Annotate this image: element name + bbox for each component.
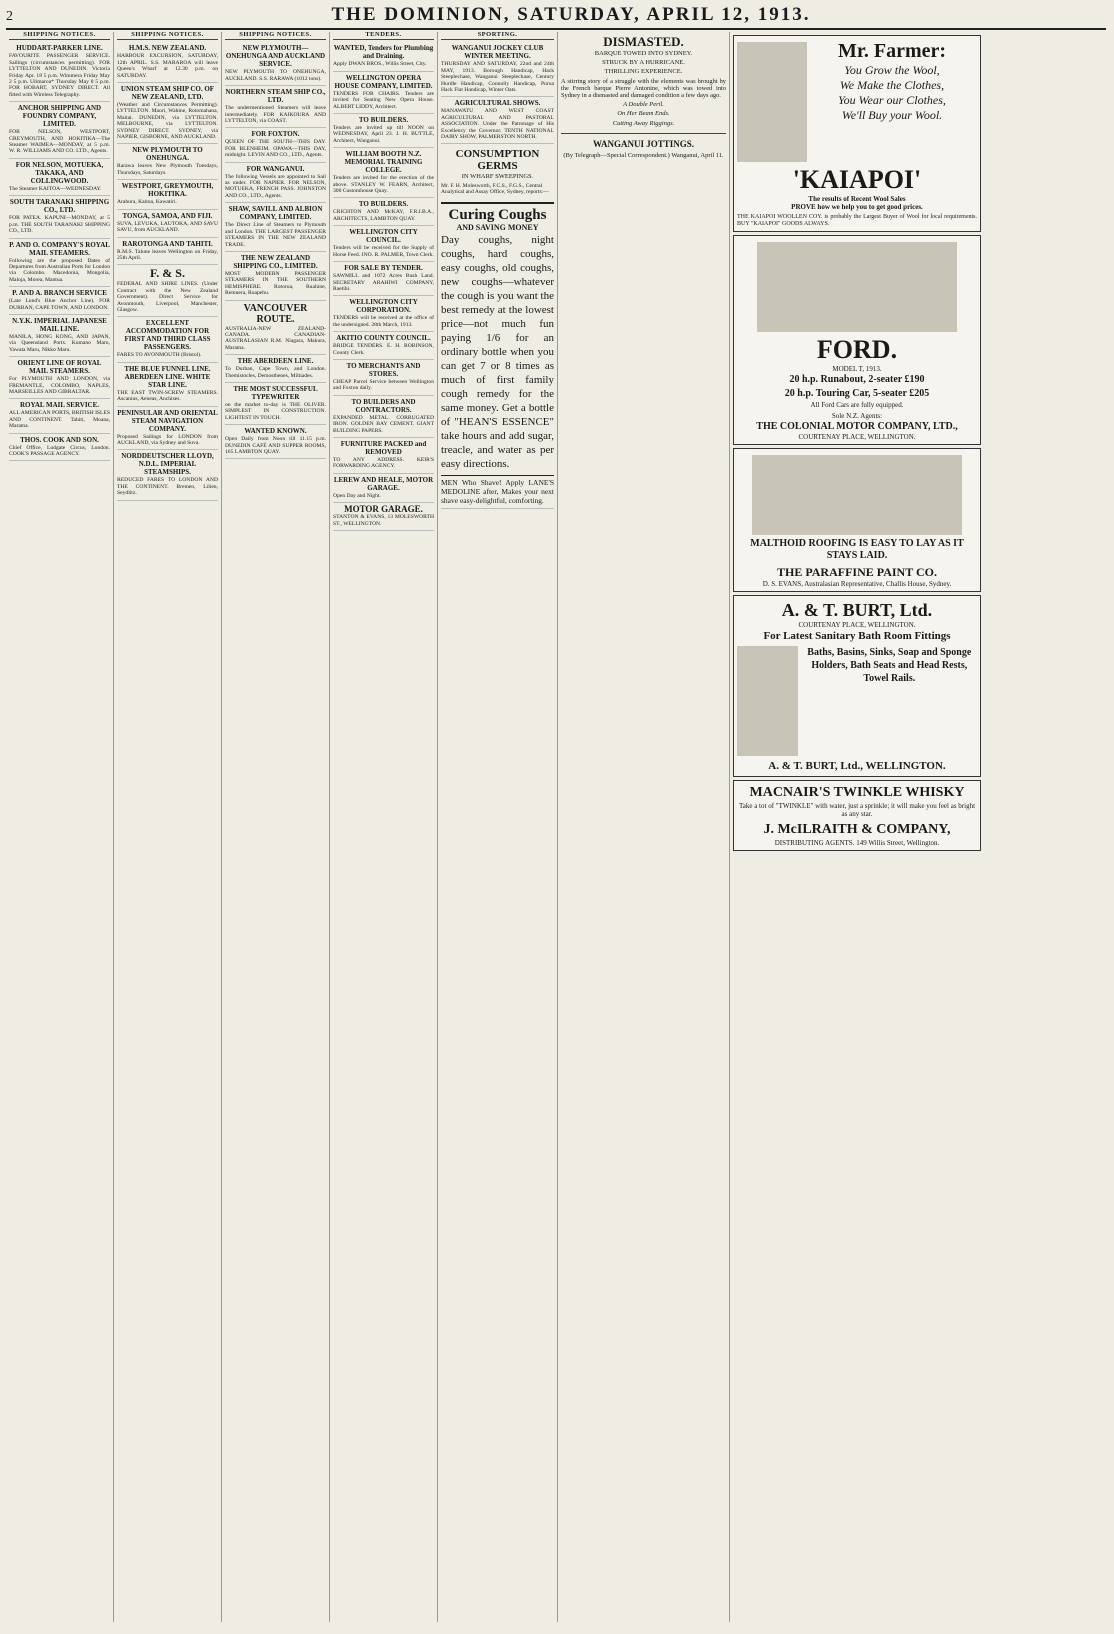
notice <box>117 450 218 500</box>
notice-title: NEW PLYMOUTH—ONEHUNGA AND AUCKLAND SERVICE. <box>225 44 326 69</box>
ad-subhead: AND SAVING MONEY <box>456 222 539 232</box>
notice-title: THE BLUE FUNNEL LINE. ABERDEEN LINE. WHITE STAR LINE. <box>124 364 211 389</box>
notice <box>333 226 434 262</box>
notice-title: FOR FOXTON. <box>251 130 300 139</box>
ad-foot: THE KAIAPOI WOOLLEN COY. is probably the Largest Buyer of Wool for local requirements. BUY "KAIAPOI" GOODS ALWAYS. <box>737 214 977 227</box>
ad-headline: Curing Coughs <box>448 206 547 223</box>
article-deck: THRILLING EXPERIENCE. <box>604 68 683 76</box>
notice <box>9 315 110 357</box>
burt-body <box>737 646 977 756</box>
notice-body: Arahura, Kaitoa, Kawatiri. <box>117 199 177 206</box>
notice <box>333 72 434 114</box>
notice-body: THURSDAY AND SATURDAY, 22nd and 24th MAY, 1913. Borough Handicap, Hack Steeplechase, Wanganui Steeplechase, Century Hurdle Handicap, Connolly Handicap, Purua Hack Flat Handicap, Winter Oats. <box>441 61 554 94</box>
notice-body: SUVA, LEVUKA, LAUTOKA, AND SAVU SAVU, from AUCKLAND. <box>117 220 218 234</box>
notice-body: TENDERS FOR CHAIRS. Tenders are invited for Seating New Opera House. ALBERT LIDDY, Architect. <box>333 90 434 110</box>
ad-body: MEN Who Shave! Apply LANE'S MEDOLINE after, Makes your next shave easy-delightful, comforting. <box>441 478 554 506</box>
ad-agents: D. S. EVANS, Australasian Representative, Challis House, Sydney. <box>762 580 952 588</box>
ad-line: We Make the Clothes, <box>839 78 945 92</box>
notice-body: The following Vessels are appointed to Sail as under. FOR NAPIER. FOR NELSON, MOTUEKA, FRENCH PASS. JOHNSTON AND CO., LTD., Agents. <box>225 173 326 199</box>
farmer-illustration <box>737 42 807 162</box>
notice-body: Tenders will be received for the Supply of Horse Feed. JNO. R. PALMER, Town Clerk. <box>333 245 434 258</box>
notice-title: THOS. COOK AND SON. <box>20 435 99 444</box>
ad-tag: PROVE how we help you to get good prices. <box>791 203 923 211</box>
notice-title: TO BUILDERS. <box>358 200 409 209</box>
notice-body: Open Day and Night. <box>333 492 381 499</box>
notice <box>117 238 218 266</box>
notice-title: ANCHOR SHIPPING AND FOUNDRY COMPANY, LIMITED. <box>17 104 102 129</box>
notice <box>441 97 554 144</box>
notice-title: NORTHERN STEAM SHIP CO., LTD. <box>225 88 326 105</box>
article-byline: Mr. F. H. Molesworth, F.C.S., F.G.S., Central Analytical and Assay Office, Sydney, reports:— <box>441 182 549 196</box>
notice <box>333 262 434 296</box>
brand: FORD. <box>816 335 898 364</box>
price-line: 20 h.p. Touring Car, 5-seater £205 <box>784 388 930 399</box>
notice-body: (Late Lund's Blue Anchor Line). FOR DURBAN, CAPE TOWN, AND LONDON. <box>9 298 110 311</box>
notice-body: STANTON & EVANS, 13 MOLESWORTH ST., WELLINGTON. <box>333 514 434 527</box>
notice-title: F. & S. <box>150 266 185 281</box>
notice <box>225 203 326 252</box>
column-ads <box>730 32 984 1622</box>
column-heading: SPORTING. <box>441 32 554 40</box>
notice-title: MOTOR GARAGE. <box>344 504 423 515</box>
ad-items: Baths, Basins, Sinks, Soap and Sponge Holders, Bath Seats and Head Rests, Towel Rails. <box>807 647 972 684</box>
ad-tag: Take a tot of "TWINKLE" with water, just a sprinkle; it will make you feel as bright as any star. <box>738 802 976 818</box>
shave-ad <box>441 475 554 509</box>
notice <box>333 396 434 438</box>
consumption-article <box>441 148 554 195</box>
notice-body: FOR NELSON, WESTPORT, GREYMOUTH, AND HOKITIKA—The Steamer WAIMEA—MONDAY, at 5 p.m. W. R. WILLIAMS AND CO. LTD., Agents. <box>9 129 110 155</box>
notice-body: Apply DWAN BROS., Willis Street, City. <box>333 61 427 68</box>
notice-title: TO BUILDERS. <box>358 116 409 125</box>
address: COURTENAY PLACE, WELLINGTON. <box>798 621 916 629</box>
notice-body: MANAWATU AND WEST COAST AGRICULTURAL AND PASTORAL ASSOCIATION. Under the Patronage of His Excellency the Governor. TENTH NATIONAL DAIRY SHOW, PALMERSTON NORTH. <box>441 108 554 141</box>
column-heading: SHIPPING NOTICES. <box>9 32 110 40</box>
notice-title: WESTPORT, GREYMOUTH, HOKITIKA. <box>121 182 214 199</box>
notice <box>9 239 110 288</box>
ad-headline: MALTHOID ROOFING IS EASY TO LAY AS IT STAYS LAID. <box>750 538 964 561</box>
article-byline: (By Telegraph—Special Correspondent.) Wanganui, April 11. <box>563 151 724 159</box>
article-headline: CONSUMPTION GERMS <box>455 148 540 173</box>
column-heading: SHIPPING NOTICES. <box>225 32 326 40</box>
address: COURTENAY PLACE, WELLINGTON. <box>798 433 916 441</box>
notice-body: on the market to-day is THE OLIVER. SIMPLEST IN CONSTRUCTION. LIGHTEST IN TOUCH. <box>225 401 326 421</box>
notice-title: VANCOUVER ROUTE. <box>243 302 308 325</box>
column-tenders <box>330 32 438 1622</box>
notice <box>9 434 110 462</box>
column-news <box>558 32 730 1622</box>
notice <box>441 42 554 97</box>
notice-body: BRIDGE TENDERS. E. H. ROBINSON, County Clerk. <box>333 343 434 356</box>
notice-title: UNION STEAM SHIP CO. OF NEW ZEALAND, LTD. <box>120 85 215 102</box>
newspaper-page <box>6 4 1106 1622</box>
notice <box>225 355 326 383</box>
article-subhead: Cutting Away Riggings. <box>612 119 675 127</box>
notice-body: FARES TO AVONMOUTH (Bristol). <box>117 352 202 359</box>
ad-headline: MACNAIR'S TWINKLE WHISKY <box>749 785 965 800</box>
malthoid-ad <box>733 448 981 592</box>
notice-body: HARBOUR EXCURSION, SATURDAY, 12th APRIL. S.S. MARAROA will leave Queen's Wharf at 12.30 p.m. on SATURDAY. <box>117 53 218 79</box>
notice-body: CHEAP Parcel Service between Wellington and Foxton daily. <box>333 378 434 392</box>
notice <box>225 42 326 86</box>
notice-title: SHAW, SAVILL AND ALBION COMPANY, LIMITED. <box>228 205 323 222</box>
ad-line: We'll Buy your Wool. <box>841 108 943 122</box>
notice <box>9 102 110 159</box>
ad-tag: The results of Recent Wool Sales <box>808 195 906 203</box>
notice <box>117 144 218 180</box>
notice <box>333 114 434 148</box>
notice-body: R.M.S. Talune leaves Wellington on Friday, 25th April. <box>117 248 218 261</box>
notice-title: N.Y.K. IMPERIAL JAPANESE MAIL LINE. <box>12 316 107 333</box>
address: DISTRIBUTING AGENTS. 149 Willis Street, Wellington. <box>774 839 940 847</box>
notice <box>117 265 218 317</box>
roof-illustration <box>752 455 962 535</box>
burt-ad <box>733 595 981 777</box>
page-header <box>6 4 1106 30</box>
notice-title: WELLINGTON OPERA HOUSE COMPANY, LIMITED. <box>334 73 433 90</box>
column-heading: TENDERS. <box>333 32 434 40</box>
notice-body: Tenders are invited for the erection of the above. STANLEY W. FEARN, Architect, 300 Customhouse Quay. <box>333 175 434 195</box>
notice <box>225 301 326 356</box>
notice-title: ROYAL MAIL SERVICE. <box>19 401 100 410</box>
article-headline: DISMASTED. <box>603 34 684 49</box>
price-line: 20 h.p. Runabout, 2-seater £190 <box>789 374 925 385</box>
notice-body: To Durban, Cape Town, and London. Themistocles, Demosthenes, Miltiades. <box>225 366 326 379</box>
notice-body: REDUCED FARES TO LONDON AND THE CONTINENT. Bremen, Lilien, Seydlitz. <box>117 477 218 497</box>
notice-body: FEDERAL AND SHIRE LINES. (Under Contract with the New Zealand Government). Direct Service for Avonmouth, Liverpool, Manchester, Glasgow. <box>117 281 218 313</box>
article-subhead: On Her Beam Ends. <box>617 110 670 118</box>
notice-title: FOR WANGANUI. <box>246 164 305 173</box>
notice-body: Chief Office, Ludgate Circus, London. COOK'S PASSAGE AGENCY. <box>9 444 110 457</box>
notice <box>9 357 110 399</box>
notice-body: EXPANDED METAL. CORRUGATED IRON. GOLDEN BAY CEMENT. GIANT BUILDING PAPERS. <box>333 414 434 434</box>
notice-body: The Steamer KAITOA—WEDNESDAY. <box>9 185 102 192</box>
ad-line: You Wear our Clothes, <box>838 93 946 107</box>
notice-title: WANGANUI JOCKEY CLUB WINTER MEETING. <box>451 44 544 61</box>
page-number: 2 <box>6 9 13 24</box>
whisky-ad <box>733 780 981 851</box>
curing-coughs-ad <box>441 202 554 471</box>
notice <box>225 383 326 425</box>
notice-body: AUSTRALIA-NEW ZEALAND-CANADA. CANADIAN-AUSTRALASIAN R.M. Niagara, Makura, Marama. <box>225 325 326 351</box>
notice-body: The undermentioned Steamers will leave intermediately. FOR KAIKOURA AND LYTTELTON, via COAST. <box>225 105 326 125</box>
company: THE COLONIAL MOTOR COMPANY, LTD., <box>756 421 958 432</box>
article-deck: STRUCK BY A HURRICANE. <box>602 59 685 67</box>
notice <box>333 360 434 396</box>
notice-body: For PLYMOUTH AND LONDON, via FREMANTLE, COLOMBO, NAPLES, MARSEILLES AND GIBRALTAR. <box>9 376 110 395</box>
notice <box>9 196 110 238</box>
article-subhead: A Double Peril. <box>623 101 664 109</box>
notice <box>9 287 110 315</box>
ad-note: All Ford Cars are fully equipped. <box>810 401 904 409</box>
notice-body: (Weather and Circumstances Permitting). LYTTELTON. Maori, Wahine, Rotomahana, Maitai. DUNEDIN, via LYTTELTON. MELBOURNE, via LYTTELTON. SYDNEY DIRECT. SYDNEY, via NAPIER, GISBORNE, AND AUCKLAND. <box>117 102 218 141</box>
notice-title: FOR SALE BY TENDER. <box>344 264 423 273</box>
notice <box>225 425 326 459</box>
notice-title: HUDDART-PARKER LINE. <box>16 44 103 53</box>
notice-title: NEW PLYMOUTH TO ONEHUNGA. <box>132 146 203 163</box>
notice-body: THE EAST TWIN-SCREW STEAMERS. Ascanius, Aeneas, Anchises. <box>117 389 218 403</box>
notice-title: AKITIO COUNTY COUNCIL. <box>336 334 431 343</box>
notice-title: SOUTH TARANAKI SHIPPING CO., LTD. <box>9 198 110 215</box>
notice-title: FOR NELSON, MOTUEKA, TAKAKA, AND COLLINGWOOD. <box>15 160 104 185</box>
notice-body: Following are the proposed Dates of Departures from Australian Ports for London via Colombo. Macedonia, Mongolia, Maloja, Morea, Mantua. <box>9 257 110 283</box>
notice-body: Rarawa leaves New Plymouth Tuesdays, Thursdays, Saturdays. <box>117 163 218 176</box>
notice <box>117 42 218 83</box>
notice-body: MANILA, HONG KONG, AND JAPAN, via Queensland Ports. Kumano Maru, Yawata Maru, Nikko Maru. <box>9 333 110 353</box>
notice <box>117 317 218 362</box>
notice-title: P. AND O. COMPANY'S ROYAL MAIL STEAMERS. <box>9 240 110 257</box>
notice-title: WILLIAM BOOTH N.Z. MEMORIAL TRAINING COLLEGE. <box>344 150 423 175</box>
notice-title: WANTED, Tenders for Plumbing and Draining. <box>333 44 434 61</box>
notice-body: Open Daily from Noon till 11.15 p.m. DUNEDIN CAFÉ AND SUPPER ROOMS, 165 LAMBTON QUAY. <box>225 436 326 455</box>
article-deck: BARQUE TOWED INTO SYDNEY. <box>594 50 693 57</box>
notice-title: P. AND A. BRANCH SERVICE <box>12 289 107 298</box>
notice-body: QUEEN OF THE SOUTH—THIS DAY. FOR BLENHEIM. OPAWA—THIS DAY, midnight. LEVIN AND CO., LTD., Agents. <box>225 139 326 159</box>
company: J. McILRAITH & COMPANY, <box>763 822 951 837</box>
notice-title: H.M.S. NEW ZEALAND. <box>128 44 207 53</box>
ad-line: Mr. Farmer: <box>837 40 947 62</box>
brand: 'KAIAPOI' <box>792 165 922 194</box>
ad-title: A. & T. BURT, Ltd. <box>781 600 933 620</box>
columns <box>6 32 1106 1622</box>
bath-illustration <box>737 646 798 756</box>
notice-body: MOST MODERN PASSENGER STEAMERS IN THE SOUTHERN HEMISPHERE. Rotorua, Ruahine, Remuera, Ruapehu. <box>225 270 326 297</box>
notice <box>9 42 110 102</box>
article-subhead: IN WHARF SWEEPINGS. <box>461 173 534 181</box>
ad-body: Day coughs, night coughs, hard coughs, easy coughs, old coughs, new coughs—whatever the cough is you want the best remedy at the lowest price—not much fun paying 1/6 for an ordinary bottle when you can get 7 or 8 times as much of first family cough remedy for the same money. Get a bottle of "HEAN'S ESSENCE" take hours and add sugar, treacle, and water as per easy directions. <box>441 234 554 471</box>
notice <box>333 332 434 360</box>
notice-body: TO ANY ADDRESS. KEIR'S FORWARDING AGENCY. <box>333 456 434 470</box>
notice-title: ORIENT LINE OF ROYAL MAIL STEAMERS. <box>17 359 102 376</box>
notice-title: TO BUILDERS AND CONTRACTORS. <box>351 397 416 414</box>
notice <box>117 210 218 238</box>
notice <box>225 163 326 204</box>
model: MODEL T, 1913. <box>832 365 882 373</box>
notice-body: The Direct Line of Steamers to Plymouth and London. THE LARGEST PASSENGER STEAMERS IN THE NEW ZEALAND TRADE. <box>225 222 326 248</box>
ad-foot: A. & T. BURT, Ltd., WELLINGTON. <box>768 760 946 772</box>
notice <box>333 474 434 503</box>
notice-title: NORDDEUTSCHER LLOYD, N.D.L. IMPERIAL STEAMSHIPS. <box>121 452 214 477</box>
notice <box>117 407 218 451</box>
notice-title: TONGA, SAMOA, AND FIJI. <box>122 211 213 220</box>
notice-title: LEREW AND HEALE, MOTOR GARAGE. <box>333 475 434 492</box>
notice <box>9 159 110 196</box>
column-shipping-1 <box>6 32 114 1622</box>
article-body: A stirring story of a struggle with the elements was brought by the French barque Pierre Antonine, which was towed into Sydney in a dismasted and damaged condition a few days ago. <box>561 77 726 100</box>
notice-title: WELLINGTON CITY CORPORATION. <box>349 298 418 315</box>
ad-headline: For Latest Sanitary Bath Room Fittings <box>763 630 951 642</box>
car-illustration <box>757 242 957 332</box>
notice <box>333 42 434 71</box>
notice <box>333 503 434 531</box>
column-shipping-3 <box>222 32 330 1622</box>
column-shipping-2 <box>114 32 222 1622</box>
notice-title: THE NEW ZEALAND SHIPPING CO., LIMITED. <box>233 253 318 270</box>
notice-body: ALL AMERICAN PORTS, BRITISH ISLES AND CONTINENT. Tahiti, Moana, Marama. <box>9 410 110 430</box>
notice-title: THE ABERDEEN LINE. <box>237 357 314 366</box>
notice-title: THE MOST SUCCESSFUL TYPEWRITER <box>233 384 318 401</box>
notice-body: FOR PATEA. KAPUNI—MONDAY, at 5 p.m. THE SOUTH TARANAKI SHIPPING CO., LTD. <box>9 215 110 235</box>
column-sporting <box>438 32 558 1622</box>
notice-body: Proposed Sailings for LONDON from AUCKLAND, via Sydney and Suva. <box>117 433 218 446</box>
notice <box>225 252 326 301</box>
notice-title: AGRICULTURAL SHOWS. <box>454 99 541 108</box>
notice <box>225 86 326 128</box>
notice-title: PENINSULAR AND ORIENTAL STEAM NAVIGATION COMPANY. <box>117 408 218 433</box>
ad-line: You Grow the Wool, <box>844 63 940 77</box>
wanganui-jottings <box>561 133 726 159</box>
masthead: THE DOMINION, SATURDAY, APRIL 12, 1913. <box>331 4 811 25</box>
notice-title: EXCELLENT ACCOMMODATION FOR FIRST AND THIRD CLASS PASSENGERS. <box>124 319 211 352</box>
ford-ad <box>733 235 981 445</box>
notice <box>225 128 326 162</box>
notice-body: CRICHTON AND McKAY, F.R.I.B.A., ARCHITECTS, LAMBTON QUAY. <box>333 209 434 222</box>
notice-body: Tenders are invited up till NOON on WEDNESDAY, April 23. J. H. BUTTLE, Architect, Wanganui. <box>333 125 434 144</box>
notice <box>117 83 218 144</box>
ad-agents: Sole N.Z. Agents: <box>831 412 883 420</box>
notice <box>333 198 434 226</box>
notice-title: FURNITURE PACKED and REMOVED <box>340 439 427 456</box>
column-heading: SHIPPING NOTICES. <box>117 32 218 40</box>
notice-body: SAWMILL and 1072 Acres Bush Land. SECRETARY ARAHIWI COMPANY, Raetihi. <box>333 273 434 292</box>
notice <box>333 438 434 474</box>
notice <box>117 363 218 407</box>
kaiapoi-ad <box>733 35 981 232</box>
notice <box>9 399 110 433</box>
article-headline: WANGANUI JOTTINGS. <box>592 138 695 149</box>
notice-body: NEW PLYMOUTH TO ONEHUNGA, AUCKLAND. S.S. RARAWA (1012 tons). <box>225 69 326 82</box>
notice-title: WELLINGTON CITY COUNCIL. <box>349 228 418 245</box>
notice-title: TO MERCHANTS AND STORES. <box>346 361 421 378</box>
notice <box>117 180 218 209</box>
notice <box>333 296 434 332</box>
notice-body: FAVOURITE PASSENGER SERVICE. Sailings (circumstances permitting). FOR LYTTELTON AND DUNEDIN. Victoria Friday Apr. 18 5 p.m. Wimmera Friday May 2 5 p.m. Ulimaroa* Thursday May 8 5 p.m. FOR HOBART, SYDNEY DIRECT. All fitted with Wireless Telegraphy. <box>9 53 110 98</box>
company: THE PARAFFINE PAINT CO. <box>776 565 937 579</box>
notice-title: WANTED KNOWN. <box>244 427 307 436</box>
notice-title: RAROTONGA AND TAHITI. <box>122 239 213 248</box>
notice-body: TENDERS will be received at the office of the undersigned. 28th March, 1913. <box>333 315 434 328</box>
notice <box>333 148 434 198</box>
